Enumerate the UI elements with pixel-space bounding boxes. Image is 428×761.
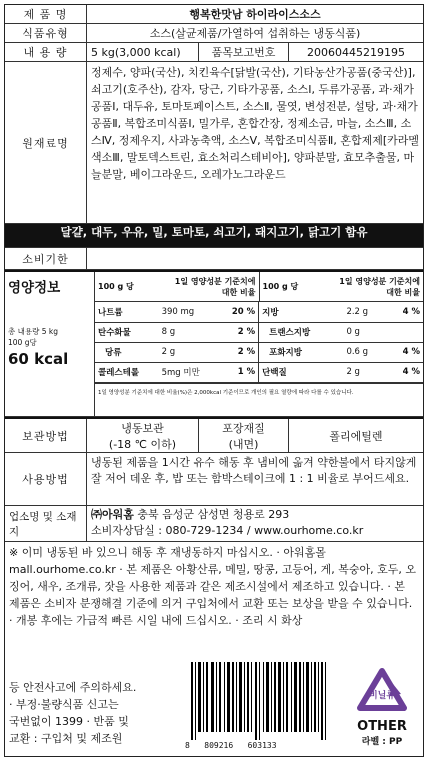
nutrition-summary [5, 272, 95, 416]
row-product-name [5, 5, 423, 24]
nutrient-row: 지방 2.2 g 4 % [259, 302, 423, 322]
food-type: 소스(살균제품/가열하여 섭취하는 냉동식품) [149, 27, 361, 40]
notice-area [5, 542, 423, 760]
weight-value: 5 kg(3,000 kcal) [87, 43, 199, 61]
col-per-left: 100 g 당 [98, 282, 134, 291]
company-contact: 소비자상담실 : 080-729-1234 / www.ourhome.co.kr [91, 524, 364, 537]
company-label: 업소명 및 소재지 [5, 506, 87, 541]
nutrition-per: 100 g당 [8, 338, 37, 347]
notice-bottom: 등 안전사고에 주의하세요. · 부정·불량식품 신고는 국번없이 1399 · 반품 및 교환 : 구입처 및 제조원 [9, 681, 137, 745]
recycle-label: 라벨 : PP [361, 737, 403, 747]
notice-text: ※ 이미 냉동된 바 있으니 해동 후 재냉동하지 마십시오. · 아워홈몰 mall.ourhome.co.kr · 본 제품은 아황산류, 메밀, 땅콩, 고등어, 게, 복숭아, 호두, 오징어, 새우, 조개류, 잣을 사용한 제품과 같은 제조시설에서 제조하고 있습니다. · 본 제품은 소비자 분쟁해결 기준에 의거 구입처에서 교환 또는 보상을 받을 수 있습니다. · 개봉 후에는 가급적 빠른 시일 내에 드십시오. · 조리 시 화상 [9, 546, 416, 627]
allergy-banner [5, 224, 423, 248]
weight-label: 내 용 량 [5, 43, 87, 61]
recycle-mark [351, 668, 413, 747]
food-label [4, 4, 424, 757]
package-cell [199, 419, 289, 452]
ingredients-label: 원재료명 [5, 62, 87, 223]
product-name: 행복한맛남 하이라이스소스 [189, 8, 321, 21]
row-storage [5, 417, 423, 453]
nutrition-footnote: 1일 영양성분 기준치에 대한 비율(%)은 2,000kcal 기준이므로 개인의 필요 열량에 따라 다를 수 있습니다. [95, 383, 423, 400]
row-expiry [5, 248, 423, 270]
barcode-icon [185, 662, 345, 740]
col-dv-right: 1일 영양성분 기준치에 대한 비율 [339, 276, 420, 297]
row-company [5, 506, 423, 542]
col-per-right: 100 g 당 [262, 282, 299, 291]
storage-label: 보관방법 [5, 419, 87, 452]
nutrition-table-area [95, 272, 423, 416]
nutrition-title: 영양정보 [8, 280, 61, 296]
barcode [185, 662, 345, 752]
usage-text: 냉동된 제품을 1시간 유수 해동 후 냄비에 옮겨 약한불에서 타지않게 잘 저어 데운 후, 밥 또는 함박스테이크에 1 : 1 비율로 부어드세요. [91, 456, 417, 485]
nutrient-row: 단백질 2 g 4 % [259, 362, 423, 382]
usage-label: 사용방법 [5, 453, 87, 505]
storage-method: 냉동보관 [121, 421, 164, 435]
row-weight [5, 43, 423, 62]
company-address: 충북 음성군 삼성면 청용로 293 [137, 508, 290, 521]
storage-method-cell [87, 419, 199, 452]
package-sub: (내면) [228, 437, 259, 451]
expiry-value [87, 248, 423, 269]
nutrition-right-table [259, 302, 423, 383]
nutrient-row: 콜레스테롤 5mg 미만 1 % [95, 362, 259, 382]
nutrient-row: 나트륨 390 mg 20 % [95, 302, 259, 322]
food-type-label: 식품유형 [5, 24, 87, 42]
company-info [87, 506, 423, 541]
report-label: 품목보고번호 [199, 43, 289, 61]
recycle-mark-text: 비닐류 [368, 691, 396, 701]
nutrition-kcal: 60 kcal [8, 350, 69, 368]
storage-temp: (-18 ℃ 이하) [108, 437, 177, 451]
row-usage [5, 453, 423, 506]
product-name-label: 제 품 명 [5, 5, 87, 23]
nutrition-header [95, 272, 423, 302]
row-ingredients [5, 62, 423, 224]
package-label: 포장재질 [222, 421, 265, 435]
nutrient-row: 트랜스지방 0 g [259, 322, 423, 342]
nutrient-row: 포화지방 0.6 g 4 % [259, 342, 423, 362]
nutrition-left-table [95, 302, 259, 383]
barcode-digits: 8 809216 603133 [185, 741, 277, 750]
nutrient-row: 당류 2 g 2 % [95, 342, 259, 362]
company-name: ㈜아워홈 [91, 508, 134, 521]
expiry-label: 소비기한 [5, 248, 87, 269]
ingredients-text: 정제수, 양파(국산), 치킨육수[닭발(국산), 기타농산가공품(중국산)], 쇠고기(호주산), 감자, 당근, 기타가공품, 소스Ⅰ, 두류가공품, 과·채가공품Ⅰ, 대두유, 토마토페이스트, 소스Ⅱ, 물엿, 변성전분, 설탕, 과·채가공품Ⅱ, 복합조미식품Ⅰ, 밀가루, 혼합간장, 정제소금, 마늘, 소스Ⅲ, 소스Ⅳ, 정제우지, 사과농축액, 소스Ⅴ, 복합조미식품Ⅱ, 혼합제제[카라멜색소Ⅲ, 말토덱스트린, 효소처리스테비아], 양파분말, 효모추출물, 마늘분말, 베이그라운드, 오레가노그라운드 [91, 66, 419, 181]
nutrient-row: 탄수화물 8 g 2 % [95, 322, 259, 342]
row-food-type [5, 24, 423, 43]
recycle-other: OTHER [357, 719, 407, 734]
allergy-text: 달걀, 대두, 우유, 밀, 토마토, 쇠고기, 돼지고기, 닭고기 함유 [60, 225, 368, 239]
package-material: 폴리에틸렌 [329, 429, 383, 443]
report-number: 20060445219195 [307, 45, 405, 59]
col-dv-left: 1일 영양성분 기준치에 대한 비율 [174, 276, 256, 297]
nutrition-panel [5, 270, 423, 417]
nutrition-total: 총 내용량 5 kg [8, 327, 59, 336]
nutrition-rows [95, 302, 423, 383]
